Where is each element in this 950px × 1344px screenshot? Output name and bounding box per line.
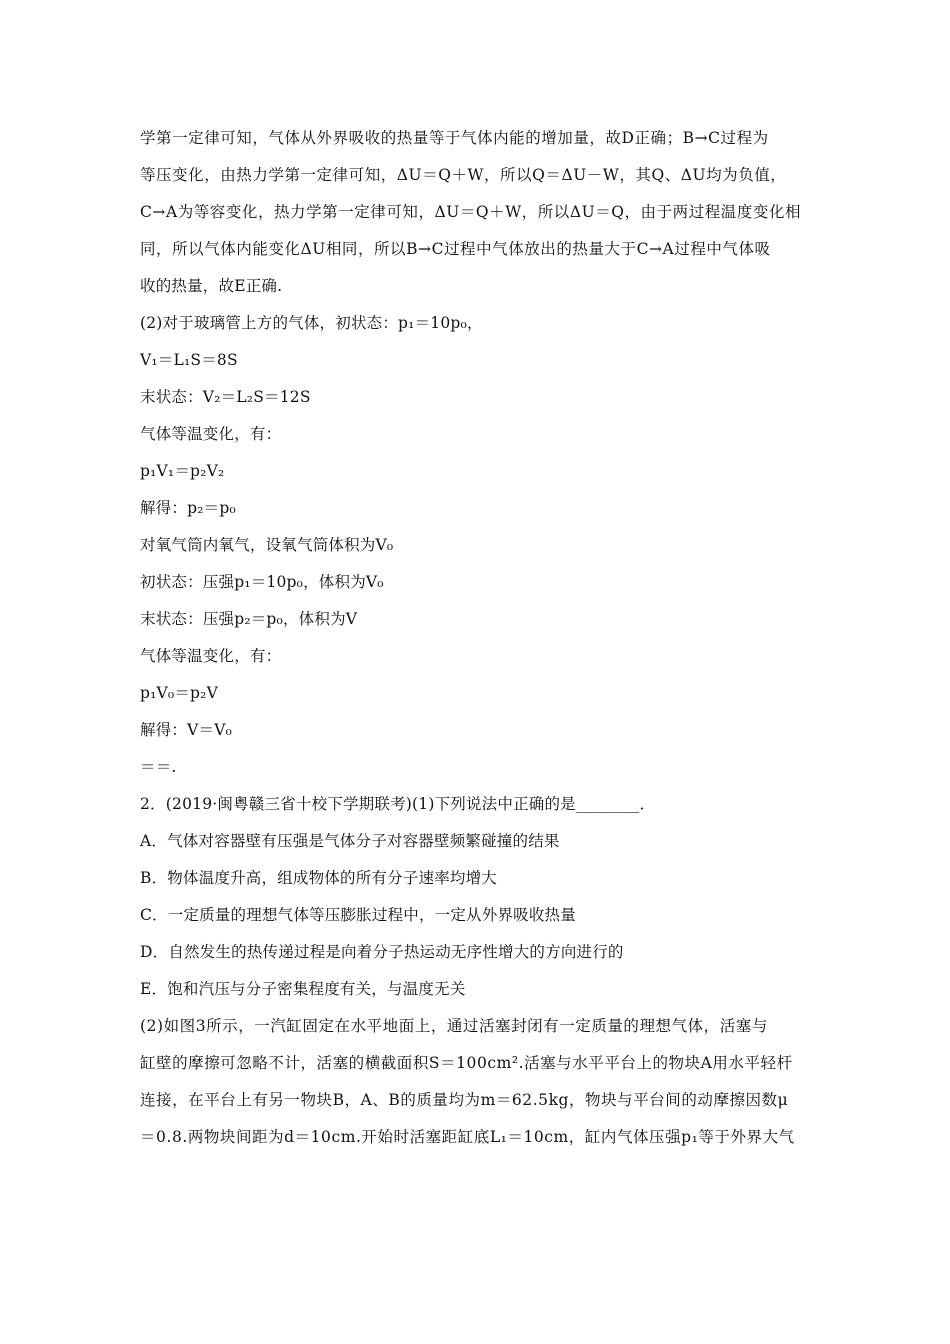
document-body [140, 120, 820, 1156]
equation-line: 解得：V＝V₀ [140, 721, 233, 739]
question-option: E．饱和汽压与分子密集程度有关，与温度无关 [140, 980, 466, 998]
question-text-line: 缸壁的摩擦可忽略不计，活塞的横截面积S＝100cm².活塞与水平平台上的物块A用水平轻杆 [140, 1054, 793, 1072]
equation-line: 末状态：V₂＝L₂S＝12S [140, 388, 311, 406]
question-text-line: 连接，在平台上有另一物块B，A、B的质量均为m＝62.5kg，物块与平台间的动摩擦因数μ [140, 1091, 789, 1109]
solution-line: 气体等温变化，有： [140, 647, 282, 665]
equation-line: p₁V₀＝p₂V [140, 684, 218, 702]
equation-line: p₁V₁＝p₂V₂ [140, 462, 225, 480]
question-option: B．物体温度升高，组成物体的所有分子速率均增大 [140, 869, 497, 887]
question-option: D．自然发生的热传递过程是向着分子热运动无序性增大的方向进行的 [140, 943, 624, 961]
question-option: C．一定质量的理想气体等压膨胀过程中，一定从外界吸收热量 [140, 906, 576, 924]
solution-line: 对氧气筒内氧气，设氧气筒体积为V₀ [140, 536, 394, 554]
solution-line: 初状态：压强p₁＝10p₀，体积为V₀ [140, 573, 384, 591]
equation-line: V₁＝L₁S＝8S [140, 351, 238, 369]
solution-line: C→A为等容变化，热力学第一定律可知，ΔU＝Q＋W，所以ΔU＝Q，由于两过程温度变化相 [140, 203, 802, 221]
question-text-line: (2)如图3所示，一汽缸固定在水平地面上，通过活塞封闭有一定质量的理想气体，活塞与 [140, 1017, 768, 1035]
solution-line: (2)对于玻璃管上方的气体，初状态：p₁＝10p₀， [140, 314, 483, 332]
question-option: A．气体对容器壁有压强是气体分子对容器壁频繁碰撞的结果 [140, 832, 560, 850]
solution-line: 收的热量，故E正确. [140, 277, 283, 295]
solution-line: 等压变化，由热力学第一定律可知，ΔU＝Q＋W，所以Q＝ΔU－W，其Q、ΔU均为负值， [140, 166, 787, 184]
equation-line: 解得：p₂＝p₀ [140, 499, 236, 517]
solution-line: 气体等温变化，有： [140, 425, 282, 443]
solution-line: 同，所以气体内能变化ΔU相同，所以B→C过程中气体放出的热量大于C→A过程中气体吸 [140, 240, 771, 258]
question-stem: 2．(2019·闽粤赣三省十校下学期联考)(1)下列说法中正确的是________． [140, 795, 656, 813]
solution-line: 学第一定律可知，气体从外界吸收的热量等于气体内能的增加量，故D正确；B→C过程为 [140, 129, 769, 147]
solution-line: 末状态：压强p₂＝p₀，体积为V [140, 610, 358, 628]
question-text-line: ＝0.8.两物块间距为d＝10cm.开始时活塞距缸底L₁＝10cm，缸内气体压强p₁等于外界大气 [140, 1128, 795, 1146]
equation-line: ＝＝. [140, 758, 177, 776]
